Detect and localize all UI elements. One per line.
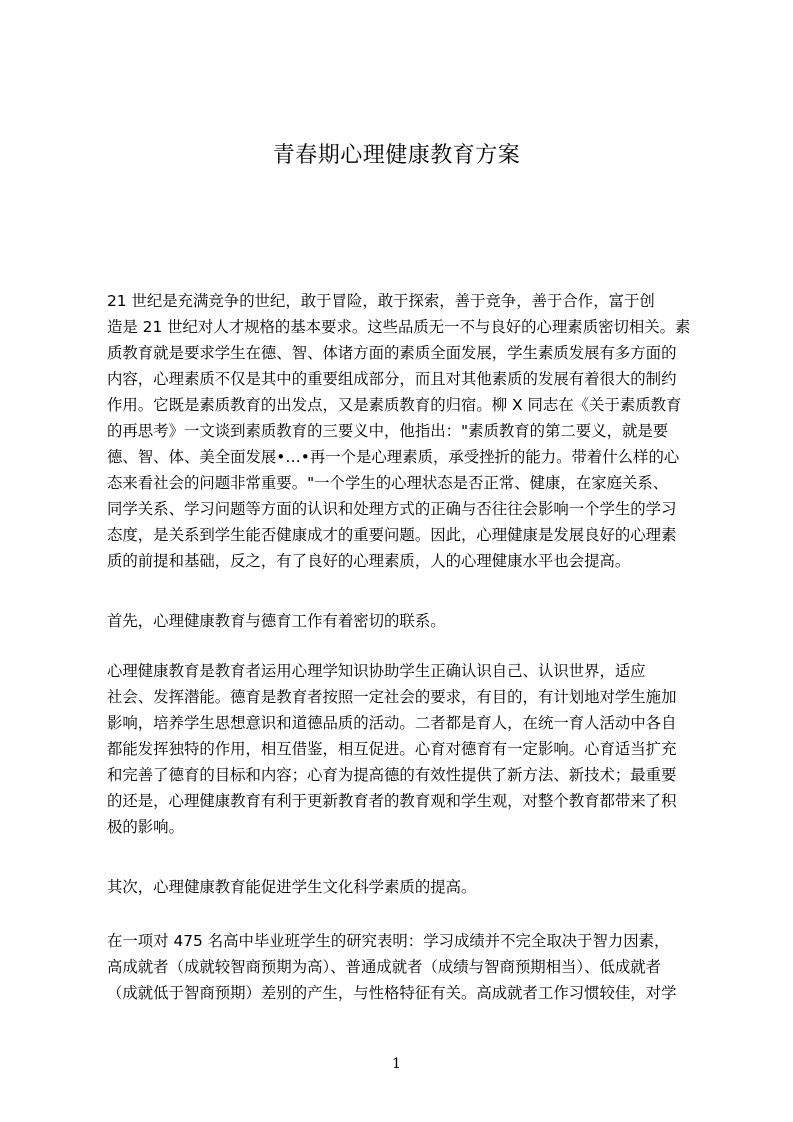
text-line: 质教育就是要求学生在德、智、体诸方面的素质全面发展，学生素质发展有多方面的 [107,344,677,362]
text-line: 影响，培养学生思想意识和道德品质的活动。二者都是育人，在统一育人活动中各自 [107,714,677,732]
text-line: 内容，心理素质不仅是其中的重要组成部分，而且对其他素质的发展有着很大的制约 [107,370,677,388]
text-line: 态来看社会的问题非常重要。"一个学生的心理状态是否正常、健康，在家庭关系、 [107,474,669,492]
text-line: 质的前提和基础，反之，有了良好的心理素质，人的心理健康水平也会提高。 [107,552,631,570]
section-heading: 首先，心理健康教育与德育工作有着密切的联系。 [107,612,446,630]
text-line: 的再思考》一文谈到素质教育的三要义中，他指出："素质教育的第二要义，就是要 [107,422,669,440]
text-line: 态度，是关系到学生能否健康成才的重要问题。因此，心理健康是发展良好的心理素 [107,526,677,544]
text-line: 在一项对 475 名高中毕业班学生的研究表明：学习成绩并不完全取决于智力因素， [107,932,670,950]
text-line: 和完善了德育的目标和内容；心育为提高德的有效性提供了新方法、新技术；最重要 [107,766,677,784]
text-line: 德、智、体、美全面发展•…•再一个是心理素质，承受挫折的能力。带着什么样的心 [107,448,680,466]
document-title: 青春期心理健康教育方案 [272,143,521,168]
text-line: 的还是，心理健康教育有利于更新教育者的教育观和学生观，对整个教育都带来了积 [107,792,677,810]
text-line: （成就低于智商预期）差别的产生，与性格特征有关。高成就者工作习惯较佳，对学 [107,984,677,1002]
text-line: 同学关系、学习问题等方面的认识和处理方式的正确与否往往会影响一个学生的学习 [107,500,677,518]
text-line: 社会、发挥潜能。德育是教育者按照一定社会的要求，有目的，有计划地对学生施加 [107,688,677,706]
text-line: 造是 21 世纪对人才规格的基本要求。这些品质无一不与良好的心理素质密切相关。素 [107,318,691,336]
text-line: 作用。它既是素质教育的出发点，又是素质教育的归宿。柳 X 同志在《关于素质教育 [107,396,682,414]
text-line: 极的影响。 [107,818,184,836]
section-heading: 其次，心理健康教育能促进学生文化科学素质的提高。 [107,878,477,896]
text-line: 都能发挥独特的作用，相互借鉴，相互促进。心育对德育有一定影响。心育适当扩充 [107,740,677,758]
text-line: 21 世纪是充满竞争的世纪，敢于冒险，敢于探索，善于竞争，善于合作，富于创 [107,292,655,310]
page-number: 1 [392,1056,401,1072]
text-line: 心理健康教育是教育者运用心理学知识协助学生正确认识自己、认识世界，适应 [107,662,646,680]
text-line: 高成就者（成就较智商预期为高）、普通成就者（成绩与智商预期相当）、低成就者 [107,958,662,976]
